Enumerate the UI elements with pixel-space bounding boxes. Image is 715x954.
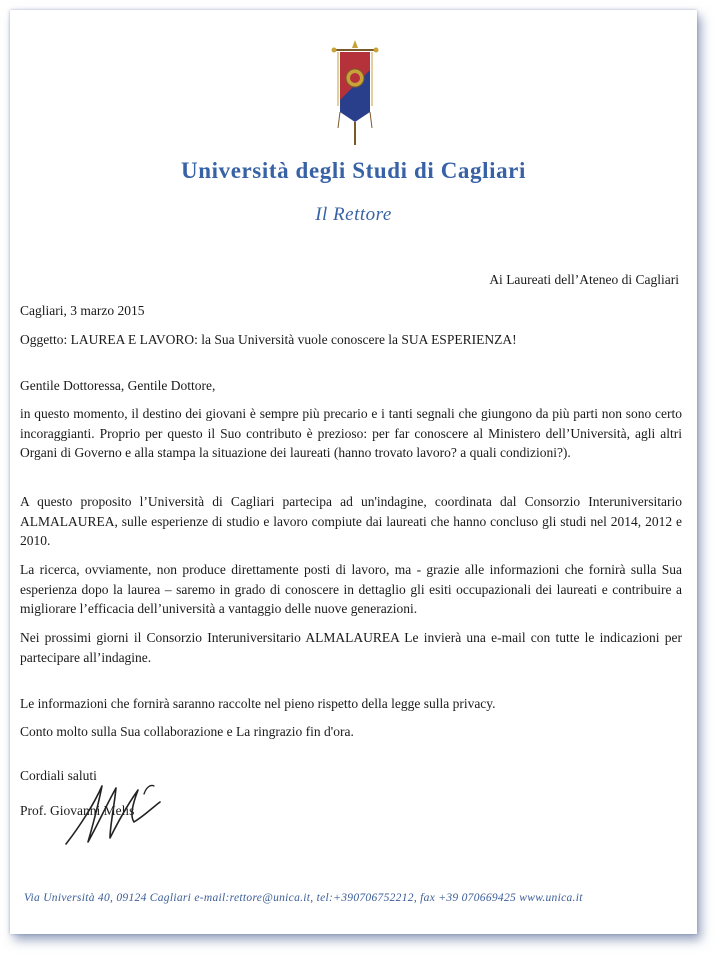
letter-page [10, 10, 697, 934]
closing: Cordiali saluti [20, 768, 97, 783]
body-paragraph-3: La ricerca, ovviamente, non produce direttamente posti di lavoro, ma - grazie alle informazioni che fornirà sulla Sua esperienza dopo la laurea – saremo in grado di conoscere in dettaglio gli esiti occupazionali dei laureati e contribuire a migliorare l’efficacia dell’università a vantaggio delle nuove generazioni. [20, 562, 682, 616]
footer-address: Via Università 40, 09124 Cagliari e-mail:rettore@unica.it, tel:+390706752212, fax +39 070669425 www.unica.it [24, 892, 583, 904]
place-date: Cagliari, 3 marzo 2015 [20, 303, 145, 318]
body-paragraph-2: A questo proposito l’Università di Cagliari partecipa ad un'indagine, coordinata dal Consorzio Interuniversitario ALMALAUREA, sulle esperienze di studio e lavoro compiute dai laureati che hanno concluso gli studi nel 2014, 2012 e 2010. [20, 494, 682, 548]
recipient-line: Ai Laureati dell’Ateneo di Cagliari [489, 272, 679, 287]
body-paragraph-6: Conto molto sulla Sua collaborazione e La ringrazio fin d'ora. [20, 724, 354, 739]
body-paragraph-1: in questo momento, il destino dei giovani è sempre più precario e i tanti segnali che giungono da più parti non sono certo incoraggianti. Proprio per questo il Suo contributo è prezioso: per far conoscere al Ministero dell’Università, agli altri Organi di Governo e alla stampa la situazione dei laureati (hanno trovato lavoro? a quali condizioni?). [20, 406, 682, 460]
signatory-name: Prof. Giovanni Melis [20, 803, 135, 818]
university-banner-emblem [330, 40, 380, 150]
subject-line: Oggetto: LAUREA E LAVORO: la Sua Università vuole conoscere la SUA ESPERIENZA! [20, 332, 517, 347]
body-paragraph-4: Nei prossimi giorni il Consorzio Interuniversitario ALMALAUREA Le invierà una e-mail con tutte le indicazioni per partecipare all’indagine. [20, 630, 682, 665]
body-paragraph-5: Le informazioni che fornirà saranno raccolte nel pieno rispetto della legge sulla privacy. [20, 696, 496, 711]
rector-title: Il Rettore [315, 204, 392, 225]
university-name: Università degli Studi di Cagliari [181, 158, 526, 183]
salutation: Gentile Dottoressa, Gentile Dottore, [20, 378, 216, 393]
handwritten-signature [58, 776, 168, 848]
